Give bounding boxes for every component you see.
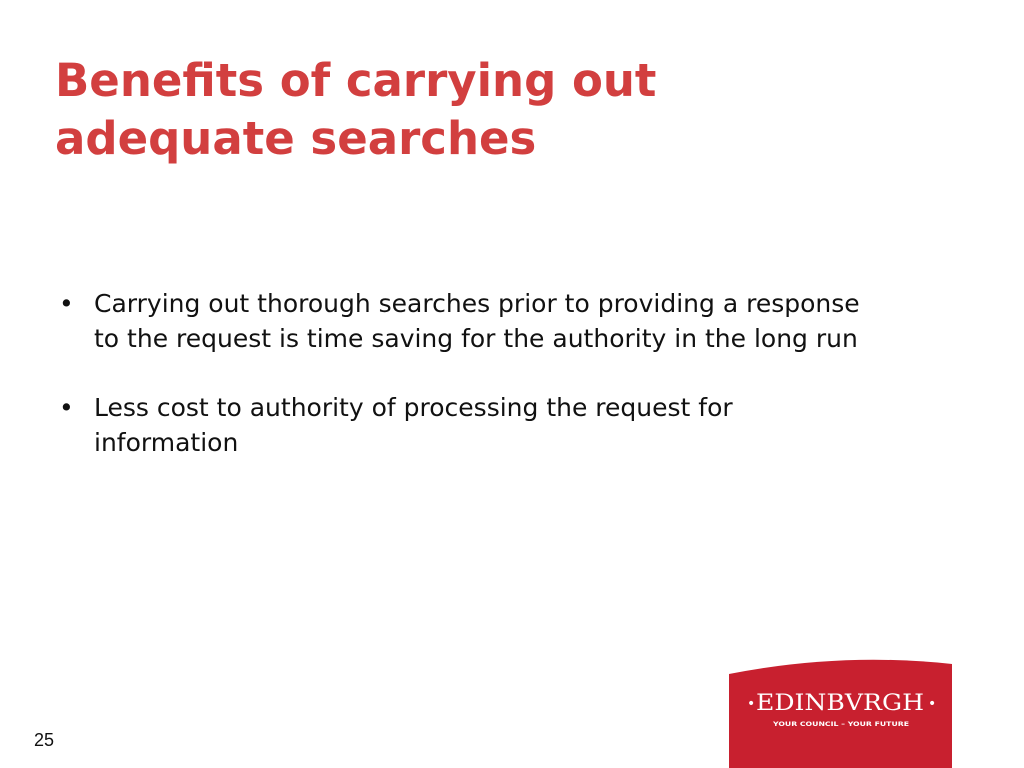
logo-graphic [729, 656, 952, 768]
bullet-text-1 [94, 286, 985, 356]
logo-dot-left-icon: • [747, 696, 756, 712]
bullet-1-line-1: Carrying out thorough searches prior to providing a response [94, 289, 860, 318]
bullet-1-line-2: to the request is time saving for the authority in the long run [94, 324, 858, 353]
bullet-list [55, 286, 985, 494]
bullet-2-line-1: Less cost to authority of processing the request for [94, 393, 733, 422]
logo-tagline: YOUR COUNCIL – YOUR FUTURE [771, 720, 909, 728]
page-number: 25 [34, 730, 55, 750]
bullet-marker: • [59, 393, 74, 422]
slide-title-line-2: adequate searches [55, 112, 537, 165]
bullet-2-line-2: information [94, 428, 239, 457]
bullet-item-2 [55, 390, 985, 460]
edinburgh-council-logo [729, 656, 952, 768]
logo-dot-right-icon: • [928, 696, 937, 712]
logo-wordmark: EDINBVRGH [756, 691, 924, 716]
bullet-item-1 [55, 286, 985, 356]
slide-title-line-1: Benefits of carrying out [55, 54, 657, 107]
bullet-marker: • [59, 289, 74, 318]
slide-title [55, 52, 955, 168]
bullet-text-2 [94, 390, 985, 460]
